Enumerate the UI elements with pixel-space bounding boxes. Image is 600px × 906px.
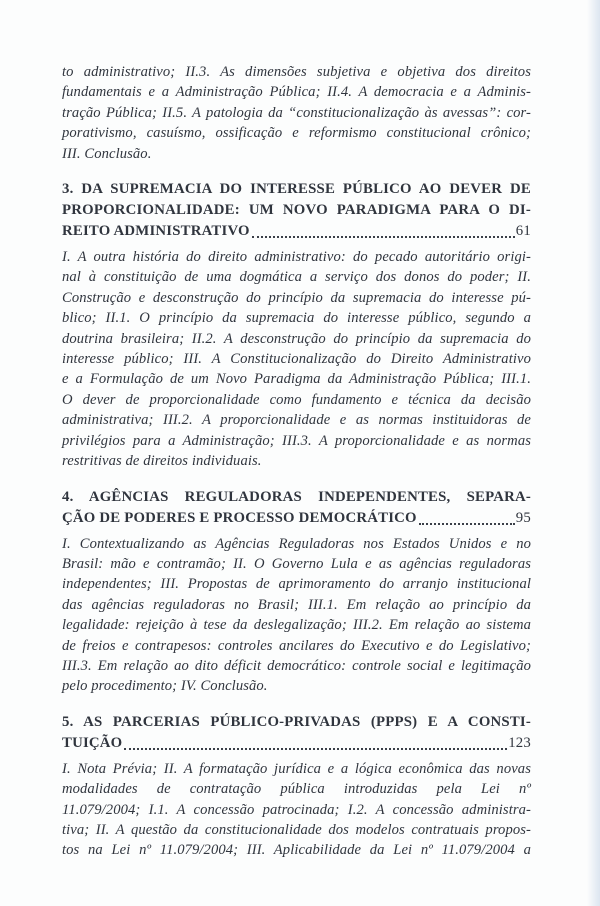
text-line: fundamentais e a Administração Pública; II.4. A democracia e a Adminis- — [62, 84, 531, 101]
text-line: privilégios para a Administração; III.3. A proporcionalidade e as normas — [62, 432, 531, 449]
text-line: tos na Lei nº 11.079/2004; III. Aplicabilidade da Lei nº 11.079/2004 a — [62, 842, 531, 859]
heading-text: ÇÃO DE PODERES E PROCESSO DEMOCRÁTICO — [62, 509, 417, 526]
text-line: pelo procedimento; IV. Conclusão. — [62, 678, 268, 695]
text-line: tiva; II. A questão da constitucionalidade dos modelos contratuais propos- — [62, 821, 531, 838]
text-line: nal à constituição de uma dogmática a serviço dos donos do poder; II. — [62, 269, 531, 286]
dot-leader — [252, 236, 515, 238]
text-line: blico; II.1. O princípio da supremacia do interesse público, segundo a — [62, 310, 531, 327]
text-line: administrativa; III.2. A proporcionalidade e as normas instituidoras de — [62, 412, 531, 429]
toc-heading-chapter3 — [62, 179, 531, 242]
scan-edge-shadow — [587, 0, 600, 906]
heading-line: PROPORCIONALIDADE: UM NOVO PARADIGMA PARA O DI- — [62, 202, 531, 219]
page-number-ref: 95 — [515, 509, 531, 526]
text-line: tração Pública; II.5. A patologia da “constitucionalização às avessas”: cor- — [62, 104, 531, 121]
text-line: independentes; III. Propostas de aprimoramento do arranjo institucional — [62, 576, 531, 593]
heading-line: 4. AGÊNCIAS REGULADORAS INDEPENDENTES, SEPARA- — [62, 488, 531, 505]
text-line: legalidade: rejeição à tese da deslegalização; III.2. Em relação ao sistema — [62, 617, 531, 634]
text-line: I. A outra história do direito administrativo: do pecado autoritário origi- — [62, 249, 531, 266]
dot-leader — [124, 748, 507, 750]
toc-heading-chapter5 — [62, 712, 531, 754]
text-line: I. Nota Prévia; II. A formatação jurídica e a lógica econômica das novas — [62, 760, 531, 777]
page-number-ref: 123 — [508, 734, 531, 751]
text-line: restritivas de direitos individuais. — [62, 453, 262, 470]
text-line: doutrina brasileira; II.2. A desconstrução do princípio da supremacia do — [62, 330, 531, 347]
heading-line: 5. AS PARCERIAS PÚBLICO-PRIVADAS (PPPS) E A CONSTI- — [62, 713, 531, 730]
toc-heading-chapter4 — [62, 487, 531, 529]
text-line: Brasil: mão e contramão; II. O Governo Lula e as agências reguladoras — [62, 555, 531, 572]
text-line: interesse público; III. A Constitucionalização do Direito Administrativo — [62, 351, 531, 368]
text-line: O dever de proporcionalidade como fundamento e técnica da decisão — [62, 391, 531, 408]
toc-summary-paragraph-chapter4 — [62, 534, 531, 697]
text-line: III.3. Em relação ao dito déficit democrático: controle social e legitimação — [62, 657, 531, 674]
heading-text: REITO ADMINISTRATIVO — [62, 223, 250, 240]
page-number-ref: 61 — [515, 223, 531, 240]
text-line: e a Formulação de um Novo Paradigma da Administração Pública; III.1. — [62, 371, 531, 388]
toc-summary-paragraph-intro — [62, 62, 531, 164]
toc-summary-paragraph-chapter5 — [62, 759, 531, 861]
text-line: I. Contextualizando as Agências Reguladoras nos Estados Unidos e no — [62, 535, 531, 552]
text-line: das agências reguladoras no Brasil; III.1. Em relação ao princípio da — [62, 596, 531, 613]
text-line: III. Conclusão. — [62, 145, 152, 162]
text-line: porativismo, casuísmo, ossificação e reformismo constitucional crônico; — [62, 125, 531, 142]
text-line: to administrativo; II.3. As dimensões subjetiva e objetiva dos direitos — [62, 64, 531, 80]
heading-text: TUIÇÃO — [62, 734, 123, 751]
text-line: 11.079/2004; I.1. A concessão patrocinada; I.2. A concessão administra- — [62, 801, 531, 818]
text-line: de freios e contrapesos: controles ancilares do Executivo e do Legislativo; — [62, 637, 531, 654]
text-line: modalidades de contratação pública introduzidas pela Lei nº — [62, 781, 531, 798]
heading-line: 3. DA SUPREMACIA DO INTERESSE PÚBLICO AO DEVER DE — [62, 181, 531, 198]
heading-leader-line — [62, 221, 531, 242]
dot-leader — [419, 523, 515, 525]
text-line: Construção e desconstrução do princípio da supremacia do interesse pú- — [62, 289, 531, 306]
heading-leader-line — [62, 733, 531, 754]
heading-leader-line — [62, 508, 531, 529]
toc-content — [62, 62, 531, 861]
toc-summary-paragraph-chapter3 — [62, 247, 531, 471]
